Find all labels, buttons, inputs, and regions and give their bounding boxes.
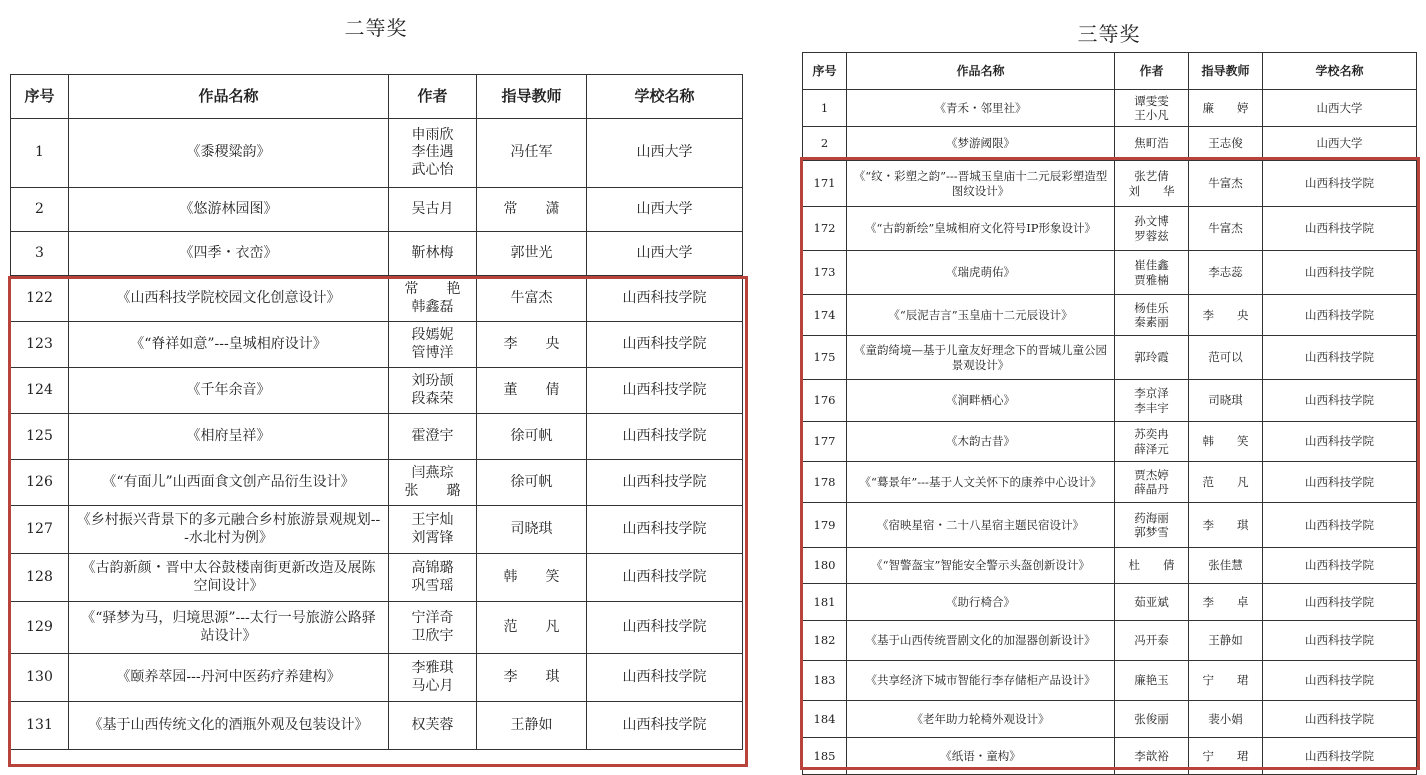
school-name: 山西科技学院: [587, 276, 743, 322]
work-name: 《共享经济下城市智能行李存储柜产品设计》: [847, 661, 1115, 701]
row-number: 180: [803, 548, 847, 584]
school-name: 山西科技学院: [1263, 503, 1417, 548]
teacher-name: 范 凡: [477, 602, 587, 654]
work-name: 《“智警盔宝”智能安全警示头盔创新设计》: [847, 548, 1115, 584]
author-name: 罗蓉兹: [1134, 228, 1169, 243]
author-name: 巩雪瑶: [411, 577, 454, 594]
school-name: 山西科技学院: [1263, 462, 1417, 503]
row-number: 125: [11, 414, 69, 460]
teacher-name: 冯任军: [477, 119, 587, 188]
work-name: 《古韵新颜・晋中太谷鼓楼南街更新改造及展陈空间设计》: [69, 554, 389, 602]
work-name: 《“脊祥如意”---皇城相府设计》: [69, 322, 389, 368]
work-name: 《瑞虎萌佑》: [847, 251, 1115, 295]
teacher-name: 李 央: [477, 322, 587, 368]
author-cell: [1115, 584, 1189, 621]
row-number: 182: [803, 621, 847, 661]
author-name: 李歆裕: [1134, 748, 1169, 763]
second-prize-title: 二等奖: [344, 16, 408, 40]
author-name: 刘霄锋: [411, 529, 454, 546]
school-name: 山西科技学院: [1263, 336, 1417, 380]
author-name: 霍澄宇: [411, 427, 454, 444]
author-cell: [1115, 127, 1189, 161]
table-row: [11, 702, 743, 750]
table-header-row: [803, 53, 1417, 90]
author-cell: [1115, 161, 1189, 207]
author-cell: [1115, 548, 1189, 584]
teacher-name: 司晓琪: [1189, 380, 1263, 422]
author-cell: [389, 188, 477, 232]
row-number: 127: [11, 506, 69, 554]
table-header-row: [11, 75, 743, 119]
author-name: 刘玢颉: [411, 373, 454, 389]
row-number: 181: [803, 584, 847, 621]
row-number: 176: [803, 380, 847, 422]
work-name: 《“古韵新绘”皇城相府文化符号IP形象设计》: [847, 207, 1115, 251]
header-school: 学校名称: [1263, 53, 1417, 90]
work-name: 《青禾・邻里社》: [847, 90, 1115, 127]
table-row: [11, 414, 743, 460]
row-number: 123: [11, 322, 69, 368]
author-name: 薛泽元: [1134, 441, 1169, 456]
work-name: 《梦游阈限》: [847, 127, 1115, 161]
teacher-name: 王志俊: [1189, 127, 1263, 161]
author-name: 李佳遇: [411, 144, 454, 161]
work-name: 《基于山西传统晋剧文化的加湿器创新设计》: [847, 621, 1115, 661]
author-name: 张艺倩: [1134, 169, 1169, 184]
author-name: 宁洋奇: [411, 610, 454, 626]
table-row: [11, 232, 743, 276]
author-name: 秦素丽: [1134, 315, 1169, 329]
teacher-name: 宁 珺: [1189, 738, 1263, 775]
author-cell: [1115, 422, 1189, 462]
row-number: 175: [803, 336, 847, 380]
table-row: [803, 462, 1417, 503]
header-work-name: 作品名称: [69, 75, 389, 119]
table-row: [11, 188, 743, 232]
row-number: 173: [803, 251, 847, 295]
author-name: 张 璐: [404, 482, 461, 499]
table-row: [11, 602, 743, 654]
school-name: 山西科技学院: [587, 602, 743, 654]
header-teacher: 指导教师: [1189, 53, 1263, 90]
school-name: 山西科技学院: [587, 414, 743, 460]
school-name: 山西大学: [1263, 127, 1417, 161]
author-name: 韩鑫磊: [411, 298, 454, 315]
author-cell: [1115, 621, 1189, 661]
table-row: [803, 503, 1417, 548]
school-name: 山西科技学院: [1263, 548, 1417, 584]
teacher-name: 韩 笑: [1189, 422, 1263, 462]
school-name: 山西科技学院: [1263, 207, 1417, 251]
author-cell: [389, 554, 477, 602]
author-name: 孙文博: [1134, 214, 1169, 229]
school-name: 山西科技学院: [587, 654, 743, 702]
author-name: 武心怡: [411, 161, 454, 178]
teacher-name: 王静如: [477, 702, 587, 750]
table-row: [803, 548, 1417, 584]
table-row: [803, 251, 1417, 295]
row-number: 124: [11, 368, 69, 414]
author-cell: [1115, 462, 1189, 503]
row-number: 129: [11, 602, 69, 654]
author-cell: [1115, 251, 1189, 295]
author-cell: [389, 460, 477, 506]
author-name: 谭雯雯: [1134, 93, 1169, 108]
teacher-name: 范可以: [1189, 336, 1263, 380]
school-name: 山西科技学院: [1263, 161, 1417, 207]
table-row: [803, 161, 1417, 207]
work-name: 《老年助力轮椅外观设计》: [847, 701, 1115, 738]
work-name: 《千年余音》: [69, 368, 389, 414]
author-name: 段森荣: [411, 390, 454, 407]
work-name: 《颐养萃园---丹河中医药疗养建构》: [69, 654, 389, 702]
author-cell: [389, 232, 477, 276]
table-row: [11, 554, 743, 602]
author-cell: [389, 702, 477, 750]
work-name: 《“有面儿”山西面食文创产品衍生设计》: [69, 460, 389, 506]
author-name: 马心月: [411, 677, 454, 694]
teacher-name: 李 琪: [477, 654, 587, 702]
school-name: 山西科技学院: [587, 702, 743, 750]
author-name: 焦町浩: [1134, 136, 1169, 151]
table-row: [11, 276, 743, 322]
work-name: 《纸语・童构》: [847, 738, 1115, 775]
author-name: 贾杰婷: [1134, 467, 1169, 482]
author-name: 段嫣妮: [411, 327, 454, 343]
row-number: 2: [11, 188, 69, 232]
table-row: [803, 127, 1417, 161]
author-cell: [389, 322, 477, 368]
teacher-name: 司晓琪: [477, 506, 587, 554]
author-name: 王小凡: [1134, 108, 1169, 122]
row-number: 183: [803, 661, 847, 701]
header-author: 作者: [1115, 53, 1189, 90]
row-number: 3: [11, 232, 69, 276]
school-name: 山西科技学院: [587, 368, 743, 414]
author-cell: [389, 414, 477, 460]
table-row: [803, 90, 1417, 127]
author-cell: [389, 276, 477, 322]
table-row: [803, 621, 1417, 661]
teacher-name: 廉 婷: [1189, 90, 1263, 127]
author-name: 刘 华: [1128, 183, 1175, 198]
table-row: [803, 584, 1417, 621]
row-number: 179: [803, 503, 847, 548]
teacher-name: 张佳慧: [1189, 548, 1263, 584]
school-name: 山西科技学院: [1263, 422, 1417, 462]
author-name: 管博洋: [411, 344, 454, 361]
author-name: 吴古月: [411, 200, 454, 217]
third-prize-title: 三等奖: [1077, 22, 1141, 46]
author-name: 靳林梅: [411, 244, 454, 261]
teacher-name: 郭世光: [477, 232, 587, 276]
author-name: 王宇灿: [411, 512, 454, 528]
header-author: 作者: [389, 75, 477, 119]
author-name: 常 艳: [404, 281, 461, 297]
row-number: 178: [803, 462, 847, 503]
author-cell: [389, 654, 477, 702]
header-no: 序号: [803, 53, 847, 90]
row-number: 185: [803, 738, 847, 775]
teacher-name: 范 凡: [1189, 462, 1263, 503]
header-teacher: 指导教师: [477, 75, 587, 119]
school-name: 山西科技学院: [1263, 701, 1417, 738]
table-row: [803, 336, 1417, 380]
work-name: 《黍稷粱韵》: [69, 119, 389, 188]
table-row: [11, 368, 743, 414]
teacher-name: 裴小娟: [1189, 701, 1263, 738]
author-name: 闫燕琮: [411, 465, 454, 481]
author-name: 卫欣宇: [411, 627, 454, 644]
table-row: [803, 207, 1417, 251]
work-name: 《“纹・彩塑之韵”---晋城玉皇庙十二元辰彩塑造型图纹设计》: [847, 161, 1115, 207]
school-name: 山西科技学院: [587, 554, 743, 602]
work-name: 《“辰泥吉言”玉皇庙十二元辰设计》: [847, 295, 1115, 336]
row-number: 2: [803, 127, 847, 161]
author-cell: [1115, 701, 1189, 738]
teacher-name: 牛富杰: [1189, 161, 1263, 207]
work-name: 《童韵绮境—基于儿童友好理念下的晋城儿童公园景观设计》: [847, 336, 1115, 380]
row-number: 177: [803, 422, 847, 462]
author-name: 郭玲霞: [1134, 350, 1169, 365]
author-name: 李京泽: [1134, 386, 1169, 401]
author-cell: [389, 119, 477, 188]
work-name: 《涧畔栖心》: [847, 380, 1115, 422]
author-name: 苏奕冉: [1134, 427, 1169, 442]
work-name: 《“蓦景年”---基于人文关怀下的康养中心设计》: [847, 462, 1115, 503]
header-school: 学校名称: [587, 75, 743, 119]
row-number: 172: [803, 207, 847, 251]
header-work-name: 作品名称: [847, 53, 1115, 90]
author-cell: [1115, 380, 1189, 422]
row-number: 131: [11, 702, 69, 750]
row-number: 1: [803, 90, 847, 127]
author-cell: [1115, 90, 1189, 127]
work-name: 《山西科技学院校园文化创意设计》: [69, 276, 389, 322]
author-name: 薛晶丹: [1134, 482, 1169, 496]
row-number: 126: [11, 460, 69, 506]
table-row: [11, 460, 743, 506]
author-cell: [1115, 295, 1189, 336]
teacher-name: 李志蕊: [1189, 251, 1263, 295]
teacher-name: 常 潇: [477, 188, 587, 232]
second-prize-table: [10, 74, 743, 750]
author-name: 茹亚斌: [1134, 594, 1169, 609]
table-row: [11, 119, 743, 188]
author-cell: [1115, 207, 1189, 251]
school-name: 山西科技学院: [1263, 380, 1417, 422]
teacher-name: 徐可帆: [477, 460, 587, 506]
author-cell: [1115, 336, 1189, 380]
work-name: 《基于山西传统文化的酒瓶外观及包装设计》: [69, 702, 389, 750]
school-name: 山西科技学院: [1263, 621, 1417, 661]
author-cell: [389, 368, 477, 414]
table-row: [803, 738, 1417, 775]
school-name: 山西科技学院: [587, 460, 743, 506]
teacher-name: 王静如: [1189, 621, 1263, 661]
row-number: 171: [803, 161, 847, 207]
work-name: 《“驿梦为马，归境思源”---太行一号旅游公路驿站设计》: [69, 602, 389, 654]
table-row: [803, 380, 1417, 422]
school-name: 山西科技学院: [587, 506, 743, 554]
author-cell: [389, 506, 477, 554]
school-name: 山西科技学院: [1263, 251, 1417, 295]
school-name: 山西大学: [587, 188, 743, 232]
table-row: [11, 654, 743, 702]
work-name: 《悠游林园图》: [69, 188, 389, 232]
author-cell: [1115, 738, 1189, 775]
author-name: 冯开泰: [1134, 633, 1169, 648]
work-name: 《乡村振兴背景下的多元融合乡村旅游景观规划---水北村为例》: [69, 506, 389, 554]
school-name: 山西大学: [1263, 90, 1417, 127]
author-name: 崔佳鑫: [1134, 258, 1169, 273]
author-name: 杨佳乐: [1134, 300, 1169, 315]
teacher-name: 董 倩: [477, 368, 587, 414]
school-name: 山西科技学院: [587, 322, 743, 368]
author-name: 杜 倩: [1128, 558, 1175, 573]
school-name: 山西科技学院: [1263, 295, 1417, 336]
work-name: 《四季・衣峦》: [69, 232, 389, 276]
table-row: [803, 701, 1417, 738]
teacher-name: 牛富杰: [477, 276, 587, 322]
row-number: 184: [803, 701, 847, 738]
author-name: 廉艳玉: [1134, 673, 1169, 688]
table-row: [11, 506, 743, 554]
header-no: 序号: [11, 75, 69, 119]
author-name: 申雨欣: [411, 126, 454, 143]
row-number: 122: [11, 276, 69, 322]
school-name: 山西大学: [587, 232, 743, 276]
school-name: 山西大学: [587, 119, 743, 188]
row-number: 130: [11, 654, 69, 702]
author-name: 贾雅楠: [1134, 272, 1169, 287]
table-row: [803, 661, 1417, 701]
teacher-name: 宁 珺: [1189, 661, 1263, 701]
author-name: 权芙蓉: [411, 716, 454, 733]
teacher-name: 李 卓: [1189, 584, 1263, 621]
author-name: 李丰宇: [1134, 400, 1169, 415]
author-name: 药海丽: [1134, 510, 1169, 525]
work-name: 《木韵古昔》: [847, 422, 1115, 462]
school-name: 山西科技学院: [1263, 584, 1417, 621]
table-row: [803, 295, 1417, 336]
author-name: 高锦璐: [411, 560, 454, 576]
author-cell: [1115, 503, 1189, 548]
author-name: 张俊丽: [1134, 711, 1169, 726]
teacher-name: 徐可帆: [477, 414, 587, 460]
table-row: [11, 322, 743, 368]
row-number: 174: [803, 295, 847, 336]
teacher-name: 牛富杰: [1189, 207, 1263, 251]
school-name: 山西科技学院: [1263, 661, 1417, 701]
teacher-name: 韩 笑: [477, 554, 587, 602]
author-name: 李雅琪: [411, 660, 454, 676]
author-cell: [1115, 661, 1189, 701]
teacher-name: 李 琪: [1189, 503, 1263, 548]
work-name: 《助行椅合》: [847, 584, 1115, 621]
row-number: 128: [11, 554, 69, 602]
work-name: 《宿映星宿・二十八星宿主题民宿设计》: [847, 503, 1115, 548]
work-name: 《相府呈祥》: [69, 414, 389, 460]
teacher-name: 李 央: [1189, 295, 1263, 336]
author-cell: [389, 602, 477, 654]
table-row: [803, 422, 1417, 462]
author-name: 郭梦雪: [1134, 525, 1169, 539]
third-prize-table: [802, 52, 1417, 775]
row-number: 1: [11, 119, 69, 188]
school-name: 山西科技学院: [1263, 738, 1417, 775]
